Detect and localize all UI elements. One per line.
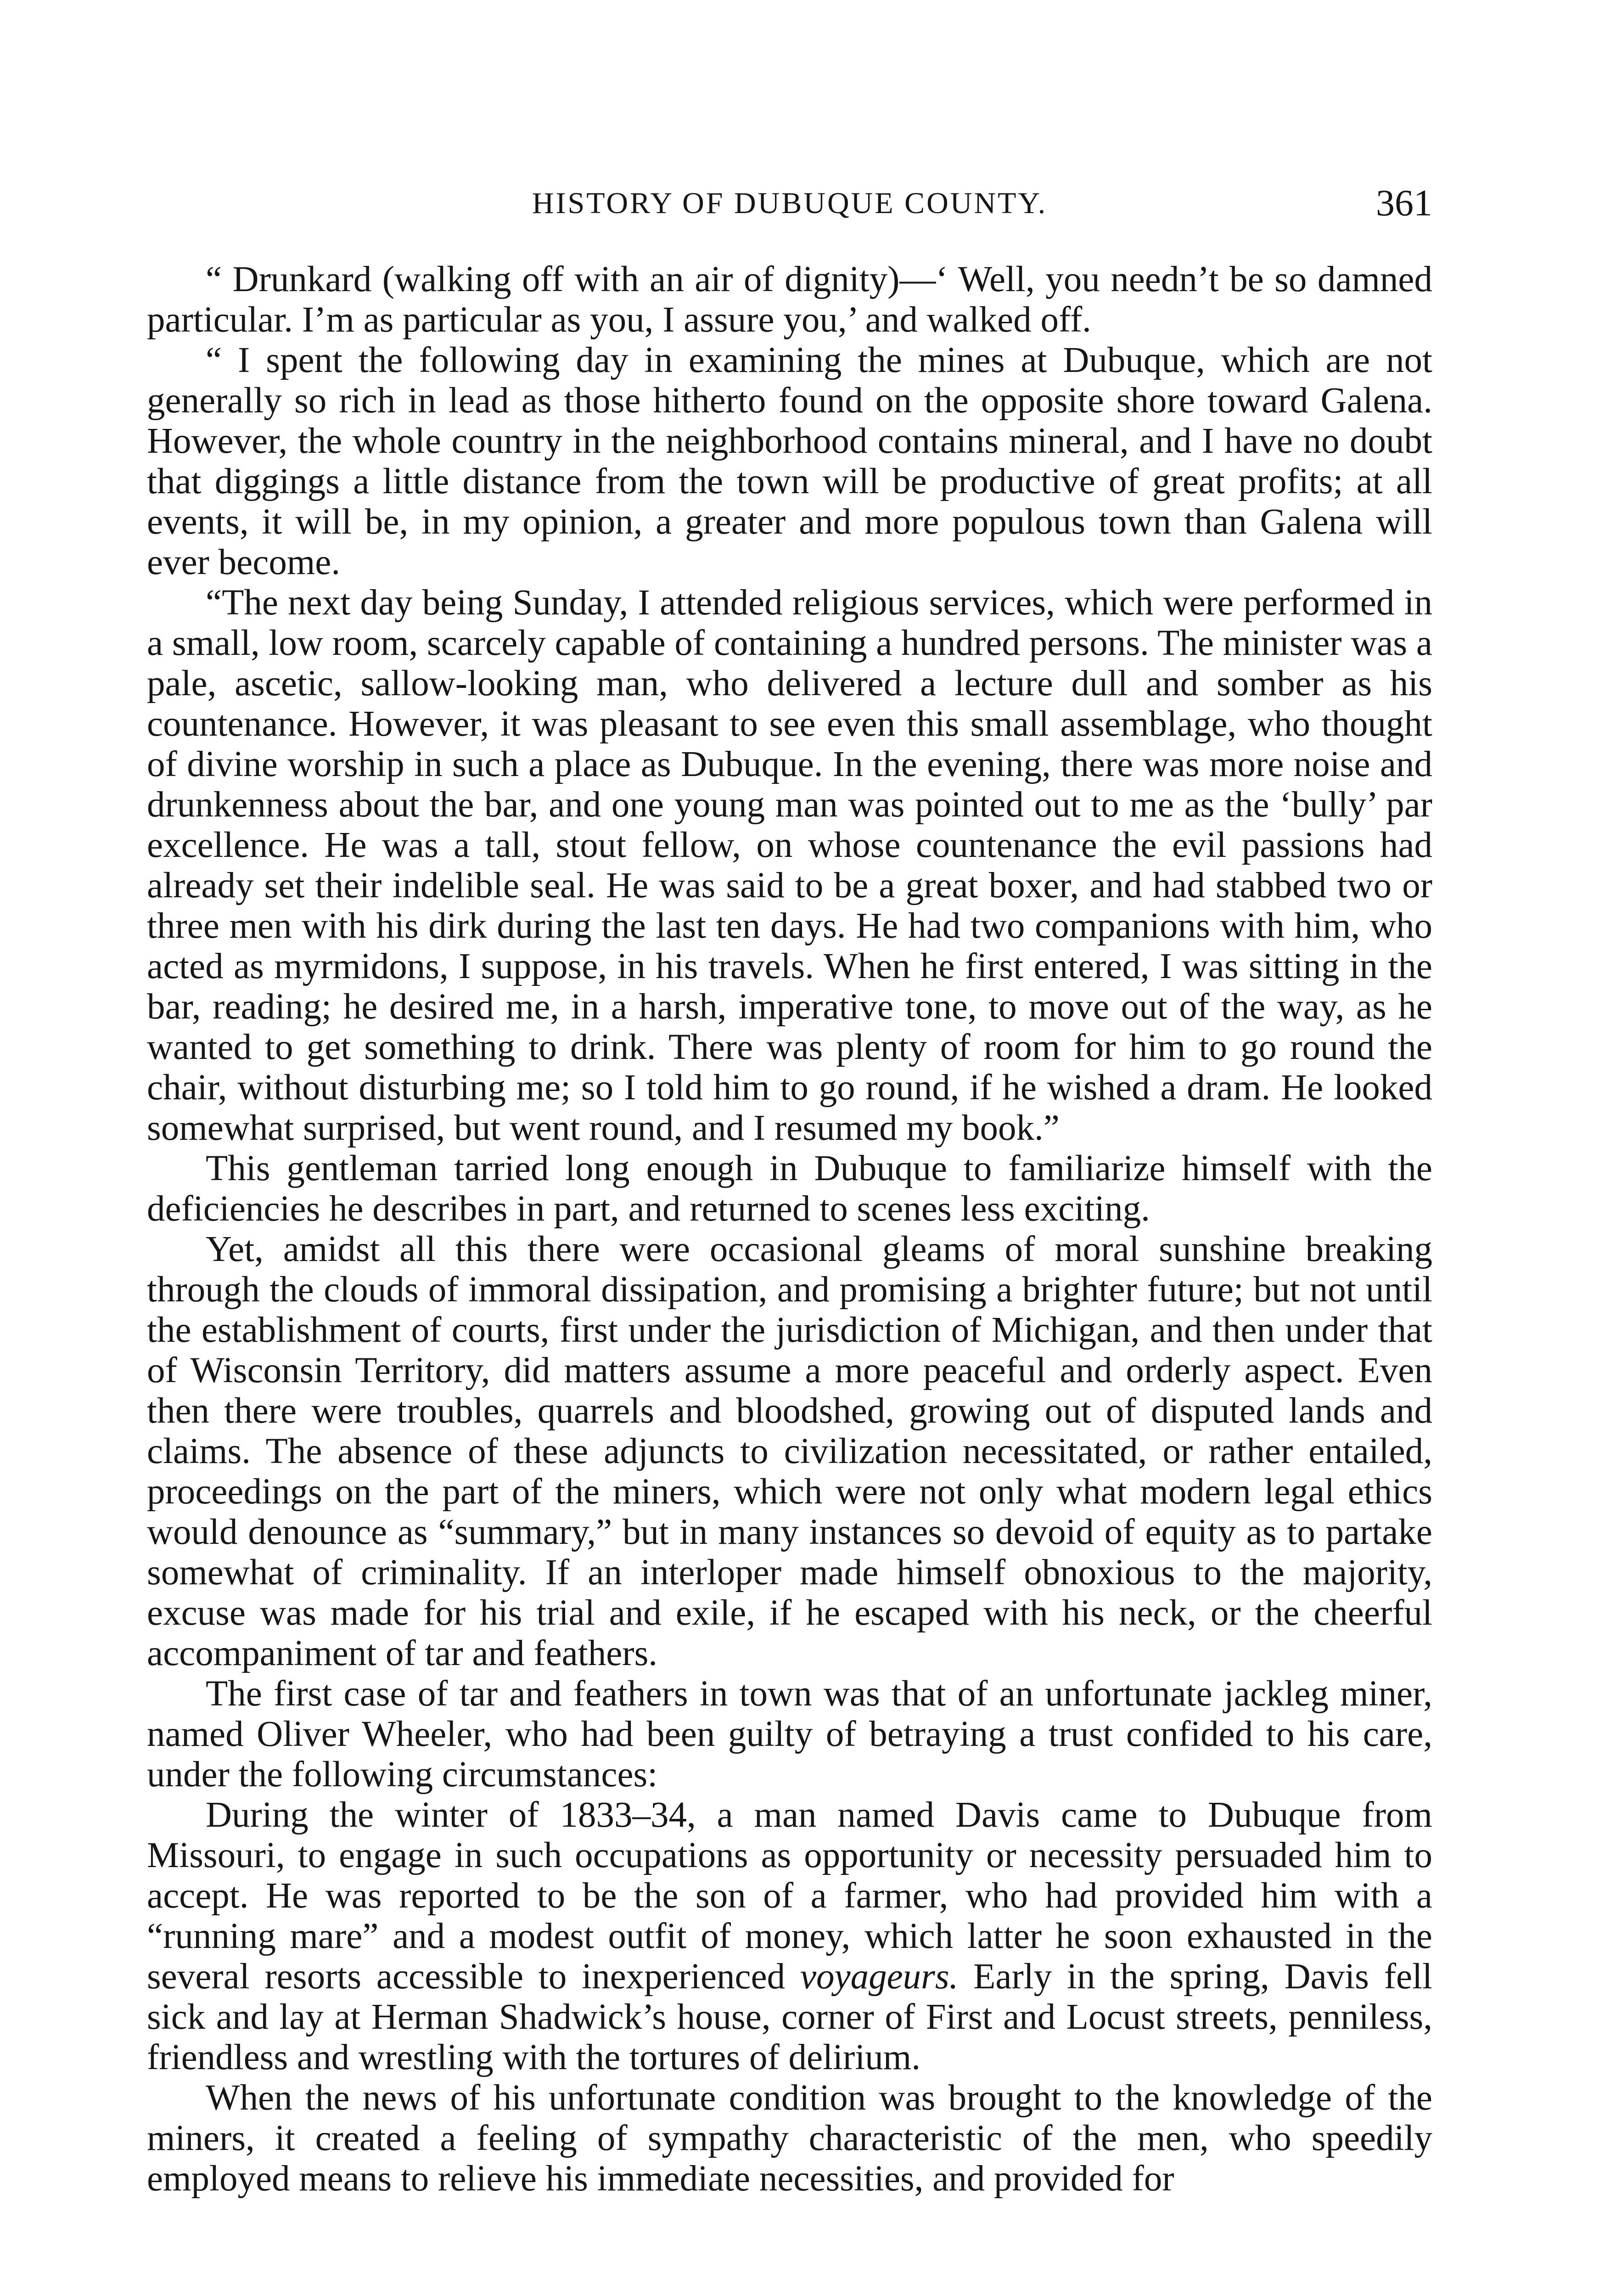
davis-text-after: Early in the spring, Davis fell sick and lay at Herman Shadwick’s house, corner of First and Locust streets, penniless, friendless and wrestling with the tortures of delirium. xyxy=(147,1957,1432,2077)
body-text xyxy=(147,259,1432,2199)
paragraph-mines-at-dubuque: “ I spent the following day in examining the mines at Dubuque, which are not generally so rich in lead as those hitherto found on the opposite shore toward Galena. However, the whole country in the neighborhood contains mineral, and I have no doubt that diggings a little distance from the town will be productive of great profits; at all events, it will be, in my opinion, a greater and more populous town than Galena will ever become. xyxy=(147,340,1432,582)
davis-text-before: During the winter of 1833–34, a man named Davis came to Dubuque from Missouri, to engage in such occupations as opportunity or necessity persuaded him to accept. He was reported to be the son of a farmer, who had provided him with a “running mare” and a modest outfit of money, which latter he soon exhausted in the several resorts accessible to inexperienced xyxy=(147,1795,1432,1997)
paragraph-drunkard-quote: “ Drunkard (walking off with an air of dignity)—‘ Well, you needn’t be so damned particular. I’m as particular as you, I assure you,’ and walked off. xyxy=(147,259,1432,340)
paragraph-tar-and-feathers: The first case of tar and feathers in town was that of an unfortunate jackleg miner, named Oliver Wheeler, who had been guilty of betraying a trust confided to his care, under the following circumstances: xyxy=(147,1674,1432,1795)
paragraph-sunday-services: “The next day being Sunday, I attended religious services, which were performed in a small, low room, scarcely capable of containing a hundred persons. The minister was a pale, ascetic, sallow-looking man, who delivered a lecture dull and somber as his countenance. However, it was pleasant to see even this small assemblage, who thought of divine worship in such a place as Dubuque. In the evening, there was more noise and drunkenness about the bar, and one young man was pointed out to me as the ‘bully’ par excellence. He was a tall, stout fellow, on whose countenance the evil passions had already set their indelible seal. He was said to be a great boxer, and had stabbed two or three men with his dirk during the last ten days. He had two companions with him, who acted as myrmidons, I suppose, in his travels. When he first entered, I was sitting in the bar, reading; he desired me, in a harsh, imperative tone, to move out of the way, as he wanted to get something to drink. There was plenty of room for him to go round the chair, without disturbing me; so I told him to go round, if he wished a dram. He looked somewhat surprised, but went round, and I resumed my book.” xyxy=(147,583,1432,1148)
paragraph-moral-sunshine: Yet, amidst all this there were occasional gleams of moral sunshine breaking through the clouds of immoral dissipation, and promising a brighter future; but not until the establishment of courts, first under the jurisdiction of Michigan, and then under that of Wisconsin Territory, did matters assume a more peaceful and orderly aspect. Even then there were troubles, quarrels and bloodshed, growing out of disputed lands and claims. The absence of these adjuncts to civilization necessitated, or rather entailed, proceedings on the part of the miners, which were not only what modern legal ethics would denounce as “summary,” but in many instances so devoid of equity as to partake somewhat of criminality. If an interloper made himself obnoxious to the majority, excuse was made for his trial and exile, if he escaped with his neck, or the cheerful accompaniment of tar and feathers. xyxy=(147,1229,1432,1673)
paragraph-news-of-condition: When the news of his unfortunate condition was brought to the knowledge of the miners, it created a feeling of sympathy characteristic of the men, who speedily employed means to relieve his immediate necessities, and provided for xyxy=(147,2078,1432,2199)
page-number: 361 xyxy=(1376,182,1432,224)
voyageurs-italic: voyageurs. xyxy=(800,1957,959,1997)
paragraph-gentleman-tarried: This gentleman tarried long enough in Dubuque to familiarize himself with the deficiencies he describes in part, and returned to scenes less exciting. xyxy=(147,1148,1432,1229)
page-header xyxy=(147,181,1432,236)
running-title: HISTORY OF DUBUQUE COUNTY. xyxy=(532,186,1048,220)
paragraph-davis-winter xyxy=(147,1795,1432,2078)
